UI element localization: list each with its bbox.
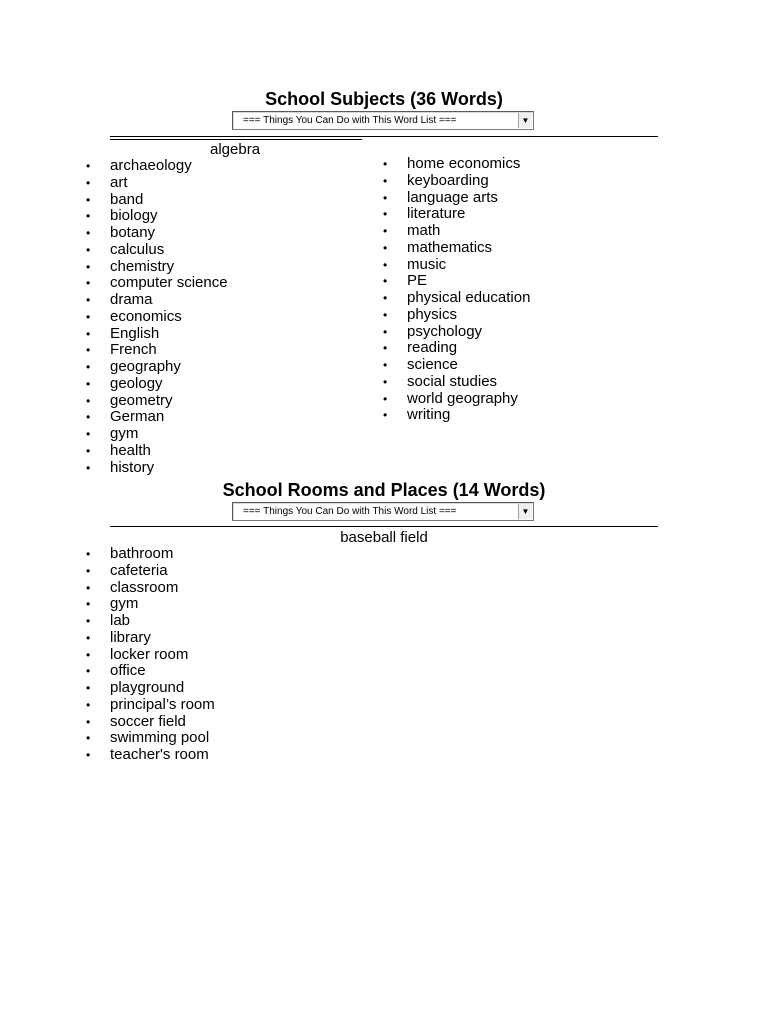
chevron-down-icon[interactable]: ▼ <box>518 113 532 128</box>
rooms-list-column-1 <box>86 546 215 764</box>
list-item: • bathroom <box>86 546 215 563</box>
list-item: • math <box>383 223 530 240</box>
subjects-divider <box>110 136 658 137</box>
list-item: • gym <box>86 426 228 443</box>
list-item: • geology <box>86 376 228 393</box>
list-item: • lab <box>86 613 215 630</box>
list-item: • computer science <box>86 275 228 292</box>
subjects-word-list-select[interactable] <box>232 111 534 130</box>
rooms-divider <box>110 526 658 527</box>
rooms-select-label: === Things You Can Do with This Word List === <box>243 506 457 517</box>
list-item: • cafeteria <box>86 563 215 580</box>
list-item: • writing <box>383 407 530 424</box>
list-item: • French <box>86 342 228 359</box>
list-item: • chemistry <box>86 259 228 276</box>
list-item: • health <box>86 443 228 460</box>
list-item: • history <box>86 460 228 477</box>
list-item: • reading <box>383 340 530 357</box>
list-item: • physics <box>383 307 530 324</box>
subjects-list-column-2 <box>383 156 530 424</box>
list-item: • teacher's room <box>86 747 215 764</box>
chevron-down-icon[interactable]: ▼ <box>518 504 532 519</box>
list-item: • botany <box>86 225 228 242</box>
list-item: • geography <box>86 359 228 376</box>
list-item: • library <box>86 630 215 647</box>
list-item: • economics <box>86 309 228 326</box>
subjects-first-item: algebra <box>210 141 261 158</box>
list-item: • literature <box>383 206 530 223</box>
list-item: • office <box>86 663 215 680</box>
list-item: • geometry <box>86 393 228 410</box>
list-item: • psychology <box>383 324 530 341</box>
subjects-title: School Subjects (36 Words) <box>265 89 503 109</box>
subjects-select-label: === Things You Can Do with This Word List === <box>243 115 457 126</box>
list-item: • physical education <box>383 290 530 307</box>
list-item: • PE <box>383 273 530 290</box>
list-item: • biology <box>86 208 228 225</box>
rooms-first-item: baseball field <box>340 529 428 546</box>
list-item: • classroom <box>86 580 215 597</box>
list-item: • archaeology <box>86 158 228 175</box>
list-item: • science <box>383 357 530 374</box>
rooms-word-list-select[interactable] <box>232 502 534 521</box>
list-item: • gym <box>86 596 215 613</box>
list-item: • locker room <box>86 647 215 664</box>
rooms-title: School Rooms and Places (14 Words) <box>222 480 546 500</box>
list-item: • world geography <box>383 391 530 408</box>
list-item: • German <box>86 409 228 426</box>
list-item: • calculus <box>86 242 228 259</box>
list-item: • music <box>383 257 530 274</box>
list-item: • mathematics <box>383 240 530 257</box>
list-item: • drama <box>86 292 228 309</box>
list-item: • swimming pool <box>86 730 215 747</box>
subjects-divider-short <box>110 139 362 140</box>
list-item: • band <box>86 192 228 209</box>
list-item: • language arts <box>383 190 530 207</box>
list-item: • soccer field <box>86 714 215 731</box>
subjects-list-column-1 <box>86 158 228 476</box>
list-item: • principal’s room <box>86 697 215 714</box>
list-item: • playground <box>86 680 215 697</box>
list-item: • home economics <box>383 156 530 173</box>
list-item: • social studies <box>383 374 530 391</box>
list-item: • keyboarding <box>383 173 530 190</box>
list-item: • English <box>86 326 228 343</box>
list-item: • art <box>86 175 228 192</box>
